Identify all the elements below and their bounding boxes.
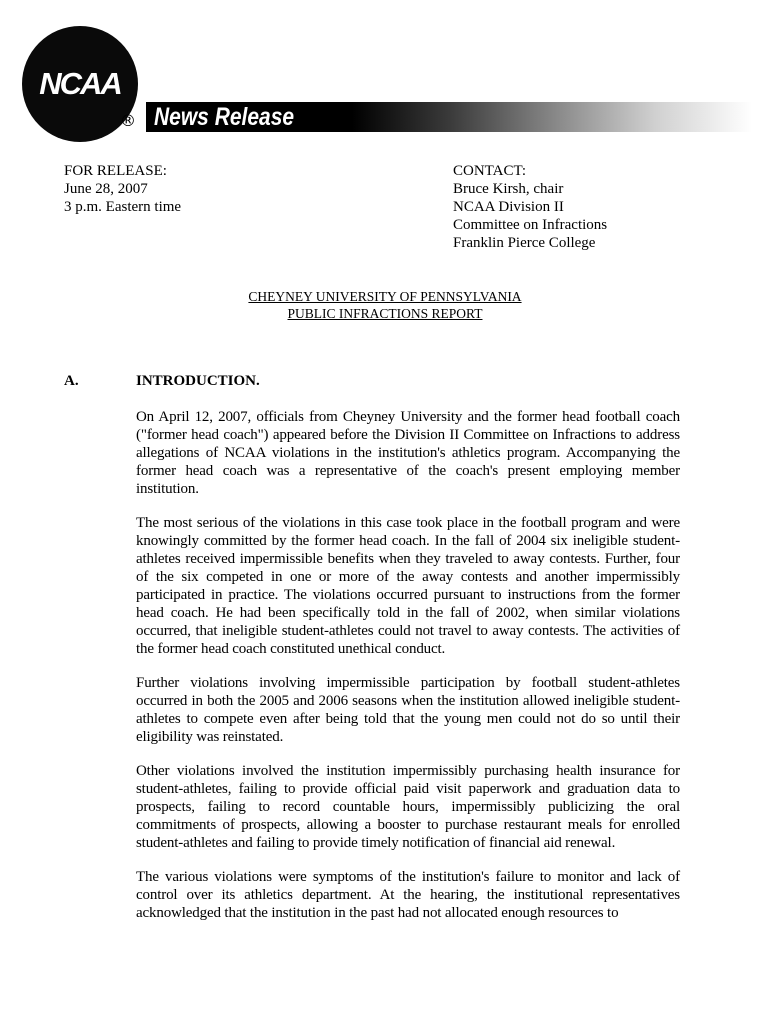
report-title xyxy=(0,288,770,322)
news-release-banner xyxy=(146,102,752,132)
banner-text: News Release xyxy=(154,103,295,131)
paragraph: The most serious of the violations in this case took place in the football program and were knowingly committed by the former head coach. In the fall of 2004 six ineligible student-athletes received impermissible benefits when they traveled to away contests. Further, four of the six competed in one or more of the away contests and another impermissibly participated in practice. The violations occurred pursuant to instructions from the former head coach. He had been specifically told in the fall of 2002, when similar violations occurred, that ineligible student-athletes could not travel to away contests. The activities of the former head coach constituted unethical conduct. xyxy=(136,515,680,657)
contact-label: CONTACT: xyxy=(453,163,527,179)
release-time: 3 p.m. Eastern time xyxy=(64,199,182,215)
news-release-header xyxy=(0,0,770,150)
report-title-line2: PUBLIC INFRACTIONS REPORT xyxy=(287,306,483,321)
release-date: June 28, 2007 xyxy=(64,181,148,197)
contact-name: Bruce Kirsh, chair xyxy=(453,181,564,197)
contact-info xyxy=(453,162,607,252)
registered-mark: ® xyxy=(120,111,136,130)
report-title-line1: CHEYNEY UNIVERSITY OF PENNSYLVANIA xyxy=(248,289,522,304)
paragraph: On April 12, 2007, officials from Cheyney University and the former head football coach ("former head coach") appeared before the Division II Committee on Infractions to address allegations of NCAA violations in the institution's athletics program. Accompanying the former head coach was a representative of the coach's present employing member institution. xyxy=(136,409,680,497)
release-label: FOR RELEASE: xyxy=(64,163,167,179)
paragraph: Other violations involved the institution impermissibly purchasing health insurance for student-athletes, failing to provide official paid visit paperwork and graduation data to prospects, failing to record countable hours, impermissibly publicizing the oral commitments of prospects, allowing a booster to purchase restaurant meals for enrolled student-athletes and failing to provide timely notification of financial aid renewal. xyxy=(136,763,680,851)
paragraph: The various violations were symptoms of the institution's failure to monitor and lack of control over its athletics department. At the hearing, the institutional representatives acknowledged that the institution in the past had not allocated enough resources to xyxy=(136,869,680,921)
contact-college: Franklin Pierce College xyxy=(453,235,596,251)
section-number: A. xyxy=(64,373,79,389)
contact-org: NCAA Division II xyxy=(453,199,564,215)
paragraph: Further violations involving impermissible participation by football student-athletes occurred in both the 2005 and 2006 seasons when the institution allowed ineligible student-athletes to compete even after being told that the young men could not do so until their eligibility was reinstated. xyxy=(136,675,680,745)
introduction-body xyxy=(136,408,680,938)
contact-committee: Committee on Infractions xyxy=(453,217,608,233)
release-info xyxy=(64,162,181,216)
section-title: INTRODUCTION. xyxy=(136,373,260,389)
ncaa-logo-text: NCAA xyxy=(39,66,121,101)
